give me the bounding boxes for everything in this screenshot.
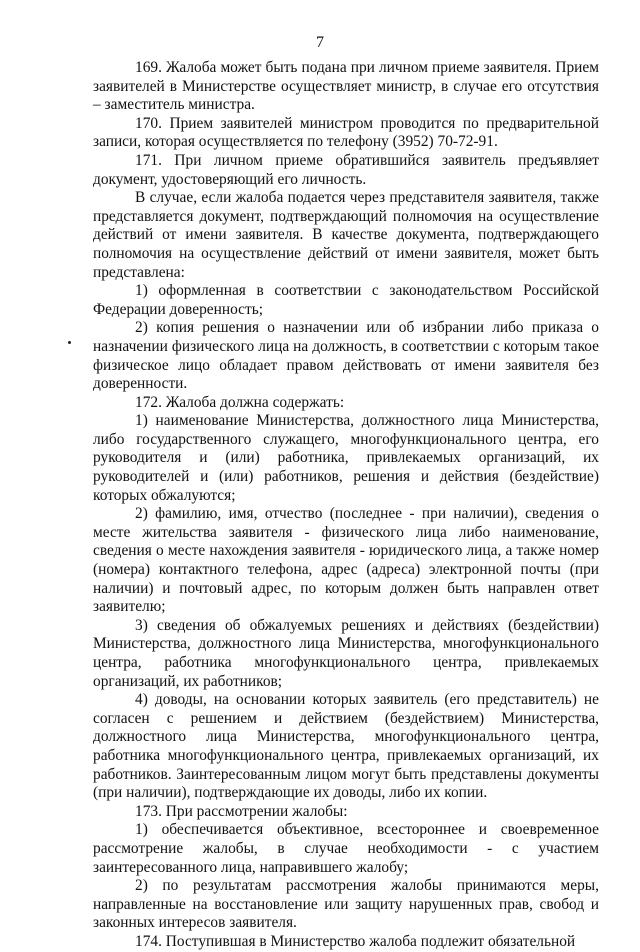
paragraph-171: 171. При личном приеме обратившийся заявитель предъявляет документ, удостоверяющий его личность. [93, 151, 599, 188]
list-item-restoration-measures: 2) по результатам рассмотрения жалобы принимаются меры, направленные на восстановление или защиту нарушенных прав, свобод и законных интересов заявителя. [93, 877, 599, 932]
list-item-objective-review: 1) обеспечивается объективное, всестороннее и своевременное рассмотрение жалобы, в случае необходимости - с участием заинтересованного лица, направившего жалобу; [93, 821, 599, 876]
paragraph-170: 170. Прием заявителей министром проводится по предварительной записи, которая осуществляется по телефону (3952) 70-72-91. [93, 114, 599, 151]
list-item-appealed-decisions: 3) сведения об обжалуемых решениях и действиях (бездействии) Министерства, должностного лица Министерства, многофункционального центра, работника многофункционального центра, привлекаемых организаций, их работников; [93, 616, 599, 690]
paragraph-174: 174. Поступившая в Министерство жалоба подлежит обязательной [135, 932, 576, 950]
list-item-arguments: 4) доводы, на основании которых заявитель (его представитель) не согласен с решением и действием (бездействием) Министерства, должностного лица Министерства, многофункционального центра, работника многофункционального центра, привлекаемых организаций, их работников. Заинтересованным лицом могут быть представлены документы (при наличии), подтверждающие их доводы, либо их копии. [93, 691, 599, 802]
margin-mark [68, 341, 71, 344]
paragraph-169: 169. Жалоба может быть подана при личном приеме заявителя. Прием заявителей в Министерстве осуществляет министр, в случае его отсутствия – заместитель министра. [93, 59, 599, 114]
document-body [93, 59, 599, 952]
list-item-appointment-copy: 2) копия решения о назначении или об избрании либо приказа о назначении физического лица на должность, в соответствии с которым такое физическое лицо обладает правом действовать от имени заявителя без доверенности. [93, 319, 599, 393]
paragraph-172: 172. Жалоба должна содержать: [135, 393, 345, 411]
list-item-ministry-name: 1) наименование Министерства, должностного лица Министерства, либо государственного служащего, многофункционального центра, его руководителя и (или) работника, привлекаемых организаций, их руководителей и (или) работников, решения и действия (бездействие) которых обжалуются; [93, 412, 599, 504]
list-item-applicant-details: 2) фамилию, имя, отчество (последнее - при наличии), сведения о месте жительства заявителя - физического лица либо наименование, сведения о месте нахождения заявителя - юридического лица, а также номер (номера) контактного телефона, адрес (адреса) электронной почты (при наличии) и почтовый адрес, по которым должен быть направлен ответ заявителю; [93, 505, 599, 616]
paragraph-representative: В случае, если жалоба подается через представителя заявителя, также представляется документ, подтверждающий полномочия на осуществление действий от имени заявителя. В качестве документа, подтверждающего полномочия на осуществление действий от имени заявителя, может быть представлена: [93, 189, 599, 281]
list-item-power-of-attorney: 1) оформленная в соответствии с законодательством Российской Федерации доверенность; [93, 282, 599, 318]
page-number: 7 [316, 34, 324, 51]
paragraph-173: 173. При рассмотрении жалобы: [135, 802, 348, 820]
